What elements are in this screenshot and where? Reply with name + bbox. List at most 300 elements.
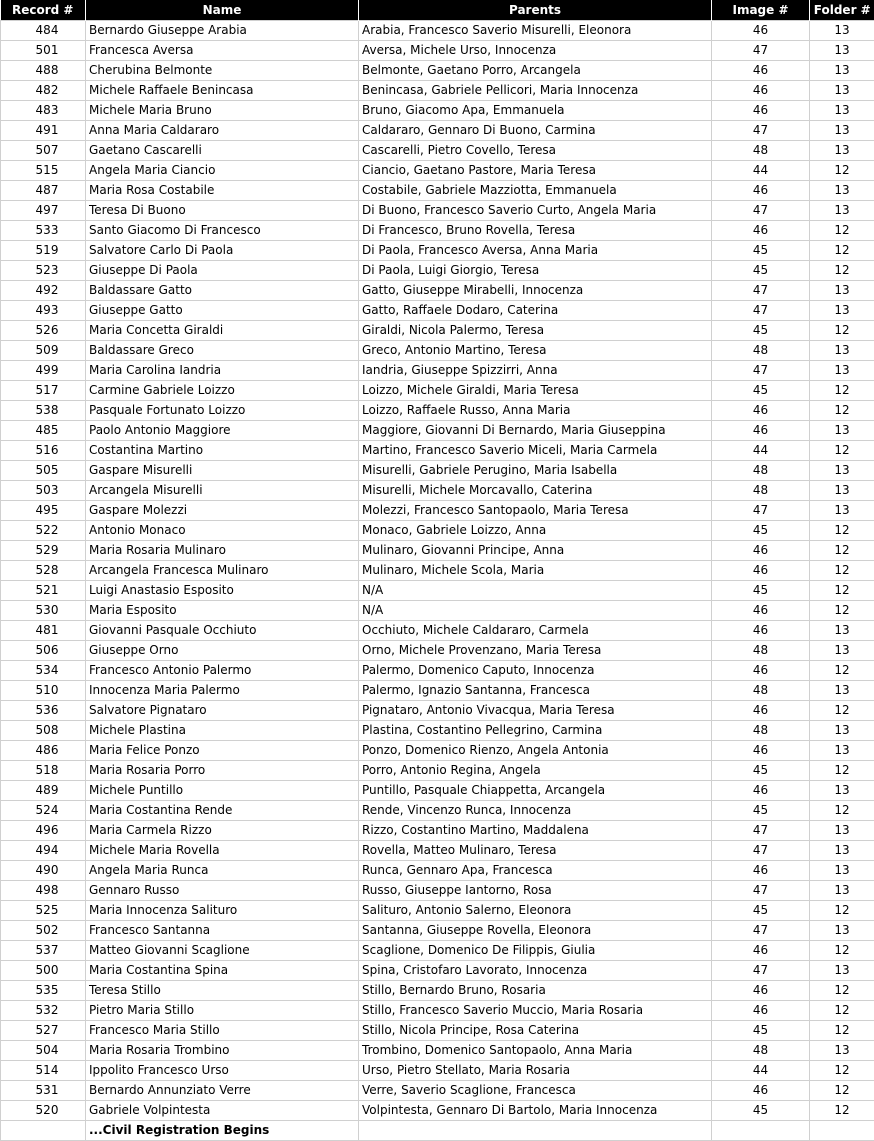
cell-folder: 12 (810, 321, 874, 341)
cell-folder: 13 (810, 461, 874, 481)
cell-folder: 13 (810, 281, 874, 301)
cell-image: 44 (712, 441, 810, 461)
table-row (1, 1021, 874, 1041)
table-row (1, 341, 874, 361)
table-row (1, 701, 874, 721)
cell-image: 48 (712, 1041, 810, 1061)
cell-name: Salvatore Carlo Di Paola (86, 241, 359, 261)
cell-image: 45 (712, 241, 810, 261)
cell-folder: 13 (810, 741, 874, 761)
cell-name: Maria Rosaria Trombino (86, 1041, 359, 1061)
cell-name: Luigi Anastasio Esposito (86, 581, 359, 601)
table-row (1, 401, 874, 421)
cell-folder: 13 (810, 201, 874, 221)
cell-folder: 12 (810, 401, 874, 421)
cell-name: Angela Maria Runca (86, 861, 359, 881)
cell-image: 45 (712, 581, 810, 601)
cell-parents: Caldararo, Gennaro Di Buono, Carmina (359, 121, 712, 141)
cell-name: Arcangela Misurelli (86, 481, 359, 501)
cell-name: Maria Rosa Costabile (86, 181, 359, 201)
cell-name: Antonio Monaco (86, 521, 359, 541)
cell-parents: Stillo, Francesco Saverio Muccio, Maria Rosaria (359, 1001, 712, 1021)
cell-name: Salvatore Pignataro (86, 701, 359, 721)
table-row (1, 581, 874, 601)
table-row (1, 881, 874, 901)
cell-parents: Pignataro, Antonio Vivacqua, Maria Teresa (359, 701, 712, 721)
cell-record: 532 (1, 1001, 86, 1021)
cell-folder: 13 (810, 421, 874, 441)
cell-folder: 13 (810, 501, 874, 521)
cell-folder: 12 (810, 601, 874, 621)
cell-record: 533 (1, 221, 86, 241)
cell-name: Bernardo Annunziato Verre (86, 1081, 359, 1101)
cell-image: 47 (712, 821, 810, 841)
table-row (1, 41, 874, 61)
table-row (1, 841, 874, 861)
table-row (1, 121, 874, 141)
table-row (1, 901, 874, 921)
cell-name: Gaspare Molezzi (86, 501, 359, 521)
cell-name: Cherubina Belmonte (86, 61, 359, 81)
table-row (1, 441, 874, 461)
cell-image: 47 (712, 301, 810, 321)
cell-record: 507 (1, 141, 86, 161)
cell-record: 514 (1, 1061, 86, 1081)
cell-image: 48 (712, 481, 810, 501)
cell-record: 504 (1, 1041, 86, 1061)
cell-folder: 13 (810, 301, 874, 321)
cell-parents: Arabia, Francesco Saverio Misurelli, Eleonora (359, 21, 712, 41)
cell-image: 47 (712, 881, 810, 901)
cell-parents: Porro, Antonio Regina, Angela (359, 761, 712, 781)
table-row (1, 21, 874, 41)
table-row (1, 1081, 874, 1101)
table-row (1, 661, 874, 681)
cell-name: Michele Plastina (86, 721, 359, 741)
cell-name: Michele Maria Bruno (86, 101, 359, 121)
cell-record: 482 (1, 81, 86, 101)
cell-name: Francesco Antonio Palermo (86, 661, 359, 681)
cell-name: Francesco Santanna (86, 921, 359, 941)
cell-image: 46 (712, 21, 810, 41)
cell-folder: 13 (810, 841, 874, 861)
cell-record: 494 (1, 841, 86, 861)
cell-folder: 13 (810, 81, 874, 101)
table-row (1, 221, 874, 241)
table-row (1, 381, 874, 401)
cell-name: Teresa Stillo (86, 981, 359, 1001)
table-row (1, 321, 874, 341)
cell-parents: Gatto, Raffaele Dodaro, Caterina (359, 301, 712, 321)
cell-record: 517 (1, 381, 86, 401)
cell-parents: Giraldi, Nicola Palermo, Teresa (359, 321, 712, 341)
cell-record: 518 (1, 761, 86, 781)
footer-folder (810, 1121, 874, 1141)
header-parents: Parents (359, 0, 712, 21)
cell-name: Giovanni Pasquale Occhiuto (86, 621, 359, 641)
cell-parents: Verre, Saverio Scaglione, Francesca (359, 1081, 712, 1101)
cell-parents: Loizzo, Raffaele Russo, Anna Maria (359, 401, 712, 421)
cell-parents: Palermo, Domenico Caputo, Innocenza (359, 661, 712, 681)
cell-folder: 12 (810, 1061, 874, 1081)
cell-record: 485 (1, 421, 86, 441)
table-row (1, 961, 874, 981)
cell-record: 484 (1, 21, 86, 41)
table-row (1, 681, 874, 701)
cell-name: Francesco Maria Stillo (86, 1021, 359, 1041)
cell-name: Baldassare Greco (86, 341, 359, 361)
cell-record: 528 (1, 561, 86, 581)
cell-record: 492 (1, 281, 86, 301)
cell-image: 46 (712, 561, 810, 581)
cell-image: 45 (712, 801, 810, 821)
cell-folder: 13 (810, 361, 874, 381)
cell-record: 498 (1, 881, 86, 901)
cell-image: 48 (712, 681, 810, 701)
cell-record: 529 (1, 541, 86, 561)
cell-record: 500 (1, 961, 86, 981)
cell-image: 45 (712, 261, 810, 281)
cell-folder: 13 (810, 21, 874, 41)
cell-folder: 13 (810, 961, 874, 981)
table-row (1, 141, 874, 161)
cell-record: 537 (1, 941, 86, 961)
table-row (1, 1061, 874, 1081)
cell-image: 46 (712, 81, 810, 101)
cell-record: 538 (1, 401, 86, 421)
cell-name: Francesca Aversa (86, 41, 359, 61)
cell-name: Ippolito Francesco Urso (86, 1061, 359, 1081)
table-row (1, 821, 874, 841)
cell-name: Michele Maria Rovella (86, 841, 359, 861)
cell-parents: Salituro, Antonio Salerno, Eleonora (359, 901, 712, 921)
table-row (1, 421, 874, 441)
cell-image: 45 (712, 521, 810, 541)
cell-parents: Rovella, Matteo Mulinaro, Teresa (359, 841, 712, 861)
cell-parents: Costabile, Gabriele Mazziotta, Emmanuela (359, 181, 712, 201)
table-row (1, 181, 874, 201)
cell-name: Arcangela Francesca Mulinaro (86, 561, 359, 581)
cell-record: 525 (1, 901, 86, 921)
cell-parents: Di Francesco, Bruno Rovella, Teresa (359, 221, 712, 241)
cell-parents: Runca, Gennaro Apa, Francesca (359, 861, 712, 881)
cell-folder: 13 (810, 821, 874, 841)
cell-folder: 13 (810, 181, 874, 201)
cell-folder: 12 (810, 381, 874, 401)
cell-record: 490 (1, 861, 86, 881)
cell-image: 45 (712, 1101, 810, 1121)
cell-folder: 12 (810, 941, 874, 961)
cell-image: 46 (712, 741, 810, 761)
cell-name: Maria Rosaria Porro (86, 761, 359, 781)
cell-record: 522 (1, 521, 86, 541)
cell-parents: N/A (359, 581, 712, 601)
cell-folder: 12 (810, 701, 874, 721)
cell-name: Carmine Gabriele Loizzo (86, 381, 359, 401)
cell-name: Michele Raffaele Benincasa (86, 81, 359, 101)
cell-parents: Spina, Cristofaro Lavorato, Innocenza (359, 961, 712, 981)
cell-parents: Puntillo, Pasquale Chiappetta, Arcangela (359, 781, 712, 801)
cell-folder: 13 (810, 41, 874, 61)
cell-record: 534 (1, 661, 86, 681)
cell-parents: Mulinaro, Giovanni Principe, Anna (359, 541, 712, 561)
cell-parents: Loizzo, Michele Giraldi, Maria Teresa (359, 381, 712, 401)
cell-image: 47 (712, 361, 810, 381)
cell-record: 499 (1, 361, 86, 381)
cell-folder: 13 (810, 621, 874, 641)
cell-folder: 13 (810, 881, 874, 901)
cell-image: 47 (712, 841, 810, 861)
cell-name: Pietro Maria Stillo (86, 1001, 359, 1021)
table-row (1, 801, 874, 821)
cell-image: 46 (712, 601, 810, 621)
cell-parents: Scaglione, Domenico De Filippis, Giulia (359, 941, 712, 961)
cell-name: Gabriele Volpintesta (86, 1101, 359, 1121)
cell-folder: 12 (810, 521, 874, 541)
cell-image: 45 (712, 1021, 810, 1041)
cell-name: Maria Esposito (86, 601, 359, 621)
table-row (1, 481, 874, 501)
cell-image: 46 (712, 401, 810, 421)
cell-parents: Santanna, Giuseppe Rovella, Eleonora (359, 921, 712, 941)
cell-record: 502 (1, 921, 86, 941)
cell-record: 516 (1, 441, 86, 461)
cell-parents: Trombino, Domenico Santopaolo, Anna Maria (359, 1041, 712, 1061)
cell-parents: Stillo, Nicola Principe, Rosa Caterina (359, 1021, 712, 1041)
cell-folder: 13 (810, 481, 874, 501)
cell-record: 508 (1, 721, 86, 741)
cell-image: 47 (712, 201, 810, 221)
cell-name: Costantina Martino (86, 441, 359, 461)
cell-name: Maria Costantina Rende (86, 801, 359, 821)
cell-name: Maria Costantina Spina (86, 961, 359, 981)
cell-folder: 12 (810, 801, 874, 821)
cell-record: 483 (1, 101, 86, 121)
footer-name: ...Civil Registration Begins (86, 1121, 359, 1141)
table-row (1, 861, 874, 881)
header-folder: Folder # (810, 0, 874, 21)
cell-image: 45 (712, 761, 810, 781)
cell-name: Pasquale Fortunato Loizzo (86, 401, 359, 421)
cell-folder: 13 (810, 121, 874, 141)
cell-image: 46 (712, 781, 810, 801)
cell-image: 46 (712, 61, 810, 81)
cell-record: 535 (1, 981, 86, 1001)
cell-image: 48 (712, 641, 810, 661)
cell-parents: Russo, Giuseppe Iantorno, Rosa (359, 881, 712, 901)
cell-image: 46 (712, 1081, 810, 1101)
cell-record: 515 (1, 161, 86, 181)
cell-image: 48 (712, 721, 810, 741)
cell-folder: 12 (810, 221, 874, 241)
cell-name: Gaspare Misurelli (86, 461, 359, 481)
cell-name: Michele Puntillo (86, 781, 359, 801)
cell-parents: Iandria, Giuseppe Spizzirri, Anna (359, 361, 712, 381)
footer-row (1, 1121, 874, 1141)
cell-parents: Martino, Francesco Saverio Miceli, Maria Carmela (359, 441, 712, 461)
table-row (1, 741, 874, 761)
table-row (1, 61, 874, 81)
cell-record: 505 (1, 461, 86, 481)
cell-name: Paolo Antonio Maggiore (86, 421, 359, 441)
cell-image: 46 (712, 101, 810, 121)
cell-name: Gennaro Russo (86, 881, 359, 901)
cell-name: Maria Felice Ponzo (86, 741, 359, 761)
cell-parents: Urso, Pietro Stellato, Maria Rosaria (359, 1061, 712, 1081)
cell-parents: Palermo, Ignazio Santanna, Francesca (359, 681, 712, 701)
cell-record: 486 (1, 741, 86, 761)
cell-record: 491 (1, 121, 86, 141)
cell-parents: Misurelli, Michele Morcavallo, Caterina (359, 481, 712, 501)
cell-parents: N/A (359, 601, 712, 621)
cell-image: 46 (712, 541, 810, 561)
cell-record: 496 (1, 821, 86, 841)
cell-folder: 12 (810, 1081, 874, 1101)
cell-folder: 12 (810, 541, 874, 561)
table-row (1, 561, 874, 581)
cell-image: 46 (712, 621, 810, 641)
cell-parents: Di Paola, Francesco Aversa, Anna Maria (359, 241, 712, 261)
cell-parents: Cascarelli, Pietro Covello, Teresa (359, 141, 712, 161)
cell-folder: 12 (810, 1021, 874, 1041)
table-row (1, 601, 874, 621)
cell-parents: Stillo, Bernardo Bruno, Rosaria (359, 981, 712, 1001)
cell-name: Maria Innocenza Salituro (86, 901, 359, 921)
cell-image: 45 (712, 901, 810, 921)
table-row (1, 621, 874, 641)
header-name: Name (86, 0, 359, 21)
cell-folder: 13 (810, 641, 874, 661)
cell-image: 46 (712, 181, 810, 201)
cell-folder: 12 (810, 581, 874, 601)
cell-name: Innocenza Maria Palermo (86, 681, 359, 701)
cell-parents: Orno, Michele Provenzano, Maria Teresa (359, 641, 712, 661)
cell-name: Angela Maria Ciancio (86, 161, 359, 181)
table-row (1, 981, 874, 1001)
cell-parents: Maggiore, Giovanni Di Bernardo, Maria Giuseppina (359, 421, 712, 441)
table-row (1, 641, 874, 661)
cell-record: 489 (1, 781, 86, 801)
cell-parents: Occhiuto, Michele Caldararo, Carmela (359, 621, 712, 641)
cell-folder: 13 (810, 681, 874, 701)
cell-folder: 13 (810, 781, 874, 801)
cell-record: 506 (1, 641, 86, 661)
table-row (1, 161, 874, 181)
cell-parents: Plastina, Costantino Pellegrino, Carmina (359, 721, 712, 741)
cell-name: Giuseppe Gatto (86, 301, 359, 321)
cell-folder: 12 (810, 1101, 874, 1121)
header-row (1, 0, 874, 21)
cell-folder: 13 (810, 61, 874, 81)
table-row (1, 201, 874, 221)
cell-image: 46 (712, 421, 810, 441)
cell-record: 481 (1, 621, 86, 641)
cell-record: 531 (1, 1081, 86, 1101)
cell-folder: 13 (810, 721, 874, 741)
cell-image: 48 (712, 341, 810, 361)
cell-record: 509 (1, 341, 86, 361)
cell-folder: 12 (810, 441, 874, 461)
cell-parents: Ciancio, Gaetano Pastore, Maria Teresa (359, 161, 712, 181)
table-row (1, 721, 874, 741)
cell-image: 47 (712, 121, 810, 141)
cell-image: 46 (712, 981, 810, 1001)
cell-record: 487 (1, 181, 86, 201)
cell-image: 45 (712, 381, 810, 401)
cell-folder: 12 (810, 901, 874, 921)
cell-image: 48 (712, 141, 810, 161)
cell-folder: 13 (810, 861, 874, 881)
footer-image (712, 1121, 810, 1141)
table-row (1, 101, 874, 121)
cell-record: 495 (1, 501, 86, 521)
cell-name: Maria Rosaria Mulinaro (86, 541, 359, 561)
cell-name: Santo Giacomo Di Francesco (86, 221, 359, 241)
cell-parents: Misurelli, Gabriele Perugino, Maria Isabella (359, 461, 712, 481)
cell-folder: 12 (810, 761, 874, 781)
cell-name: Baldassare Gatto (86, 281, 359, 301)
table-row (1, 81, 874, 101)
cell-folder: 13 (810, 921, 874, 941)
cell-folder: 13 (810, 141, 874, 161)
table-row (1, 541, 874, 561)
cell-name: Giuseppe Di Paola (86, 261, 359, 281)
footer-parents (359, 1121, 712, 1141)
cell-parents: Greco, Antonio Martino, Teresa (359, 341, 712, 361)
table-row (1, 921, 874, 941)
table-row (1, 781, 874, 801)
cell-record: 527 (1, 1021, 86, 1041)
table-body (1, 21, 874, 1141)
cell-parents: Di Buono, Francesco Saverio Curto, Angela Maria (359, 201, 712, 221)
cell-name: Maria Carmela Rizzo (86, 821, 359, 841)
cell-record: 510 (1, 681, 86, 701)
cell-image: 47 (712, 501, 810, 521)
table-row (1, 761, 874, 781)
table-row (1, 281, 874, 301)
header-image: Image # (712, 0, 810, 21)
cell-name: Teresa Di Buono (86, 201, 359, 221)
cell-name: Anna Maria Caldararo (86, 121, 359, 141)
cell-parents: Belmonte, Gaetano Porro, Arcangela (359, 61, 712, 81)
cell-folder: 12 (810, 261, 874, 281)
cell-record: 501 (1, 41, 86, 61)
table-row (1, 461, 874, 481)
cell-parents: Benincasa, Gabriele Pellicori, Maria Innocenza (359, 81, 712, 101)
cell-folder: 13 (810, 101, 874, 121)
cell-image: 46 (712, 941, 810, 961)
cell-record: 526 (1, 321, 86, 341)
table-row (1, 1041, 874, 1061)
cell-record: 530 (1, 601, 86, 621)
cell-record: 524 (1, 801, 86, 821)
cell-record: 523 (1, 261, 86, 281)
cell-folder: 12 (810, 161, 874, 181)
cell-record: 520 (1, 1101, 86, 1121)
cell-name: Maria Concetta Giraldi (86, 321, 359, 341)
table-row (1, 501, 874, 521)
cell-parents: Ponzo, Domenico Rienzo, Angela Antonia (359, 741, 712, 761)
cell-parents: Bruno, Giacomo Apa, Emmanuela (359, 101, 712, 121)
cell-image: 46 (712, 701, 810, 721)
cell-folder: 12 (810, 981, 874, 1001)
cell-parents: Volpintesta, Gennaro Di Bartolo, Maria Innocenza (359, 1101, 712, 1121)
cell-parents: Aversa, Michele Urso, Innocenza (359, 41, 712, 61)
cell-image: 47 (712, 41, 810, 61)
cell-name: Maria Carolina Iandria (86, 361, 359, 381)
cell-record: 497 (1, 201, 86, 221)
table-row (1, 361, 874, 381)
